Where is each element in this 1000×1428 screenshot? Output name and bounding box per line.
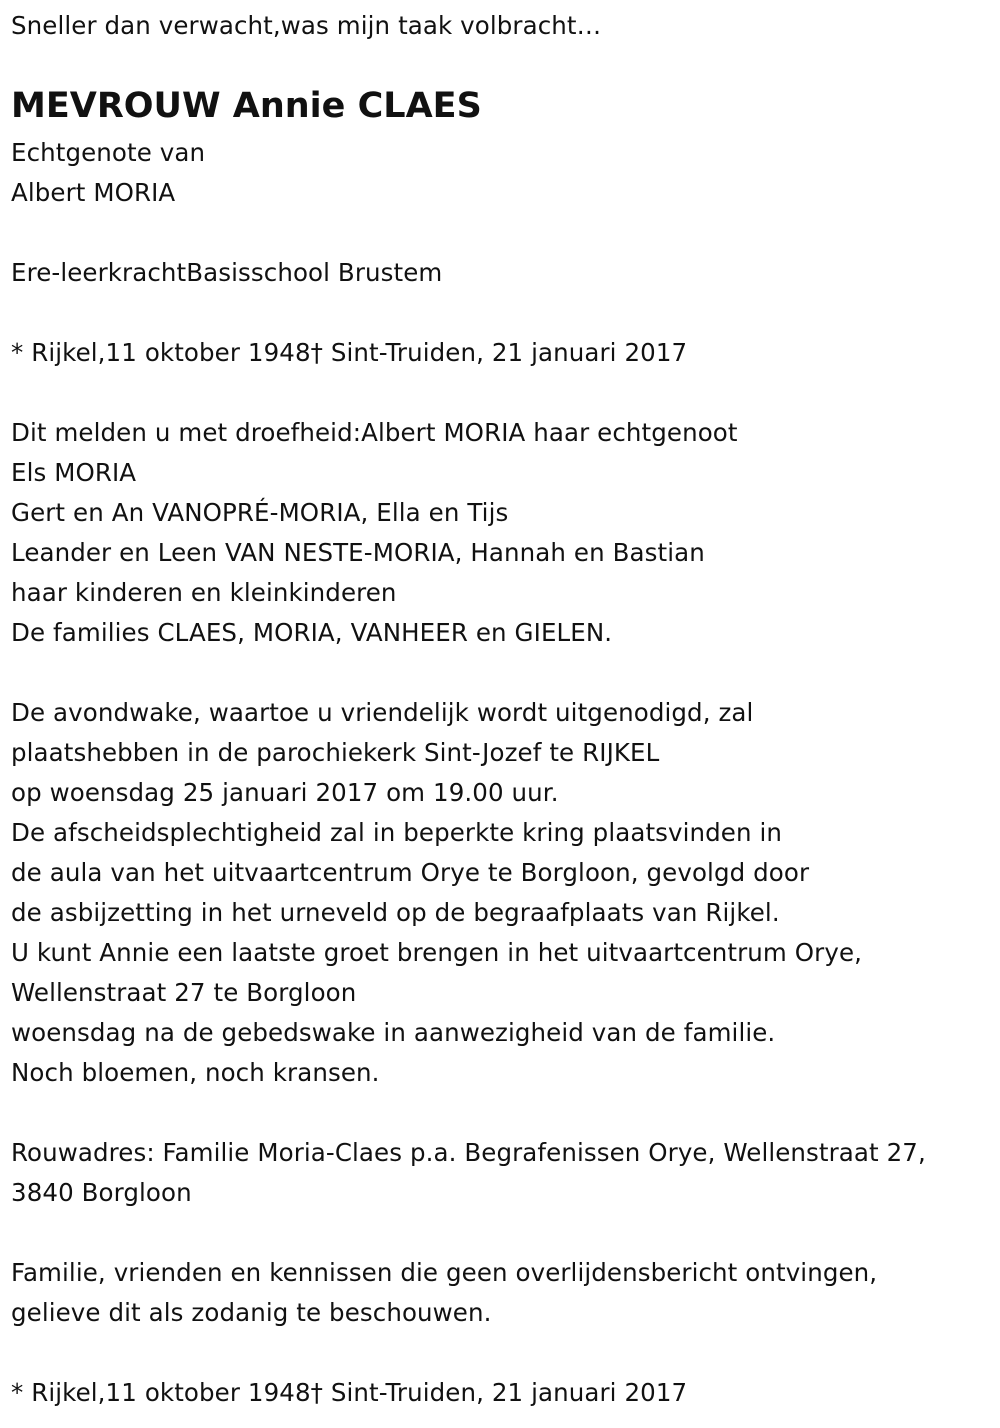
family-line: Leander en Leen VAN NESTE-MORIA, Hannah en Bastian [11, 538, 705, 567]
ceremony-line: Wellenstraat 27 te Borgloon [11, 978, 357, 1007]
ceremony-line: De afscheidsplechtigheid zal in beperkte kring plaatsvinden in [11, 818, 783, 847]
ceremony-line: Noch bloemen, noch kransen. [11, 1058, 380, 1087]
family-line: haar kinderen en kleinkinderen [11, 578, 397, 607]
spouse-label: Echtgenote van [11, 138, 206, 167]
ceremony-line: de aula van het uitvaartcentrum Orye te Borgloon, gevolgd door [11, 858, 810, 887]
mourning-address: Rouwadres: Familie Moria-Claes p.a. Begrafenissen Orye, Wellenstraat 27, [11, 1138, 926, 1167]
family-line: Gert en An VANOPRÉ-MORIA, Ella en Tijs [11, 498, 509, 527]
ceremony-line: U kunt Annie een laatste groet brengen in het uitvaartcentrum Orye, [11, 938, 863, 967]
notice-line: Familie, vrienden en kennissen die geen overlijdensbericht ontvingen, [11, 1258, 878, 1287]
notice-line: gelieve dit als zodanig te beschouwen. [11, 1298, 492, 1327]
deceased-name: MEVROUW Annie CLAES [11, 86, 482, 126]
intro-quote: Sneller dan verwacht,was mijn taak volbracht… [11, 11, 602, 40]
family-line: De families CLAES, MORIA, VANHEER en GIELEN. [11, 618, 613, 647]
ceremony-line: op woensdag 25 januari 2017 om 19.00 uur. [11, 778, 559, 807]
mourning-address: 3840 Borgloon [11, 1178, 192, 1207]
family-line: Els MORIA [11, 458, 137, 487]
profession: Ere-leerkrachtBasisschool Brustem [11, 258, 443, 287]
ceremony-line: plaatshebben in de parochiekerk Sint-Jozef te RIJKEL [11, 738, 660, 767]
spouse-name: Albert MORIA [11, 178, 176, 207]
birth-death-dates-footer: * Rijkel,11 oktober 1948† Sint-Truiden, 21 januari 2017 [11, 1378, 688, 1407]
ceremony-line: de asbijzetting in het urneveld op de begraafplaats van Rijkel. [11, 898, 780, 927]
family-line: Dit melden u met droefheid:Albert MORIA haar echtgenoot [11, 418, 738, 447]
ceremony-line: woensdag na de gebedswake in aanwezigheid van de familie. [11, 1018, 776, 1047]
ceremony-line: De avondwake, waartoe u vriendelijk wordt uitgenodigd, zal [11, 698, 754, 727]
birth-death-dates: * Rijkel,11 oktober 1948† Sint-Truiden, 21 januari 2017 [11, 338, 688, 367]
